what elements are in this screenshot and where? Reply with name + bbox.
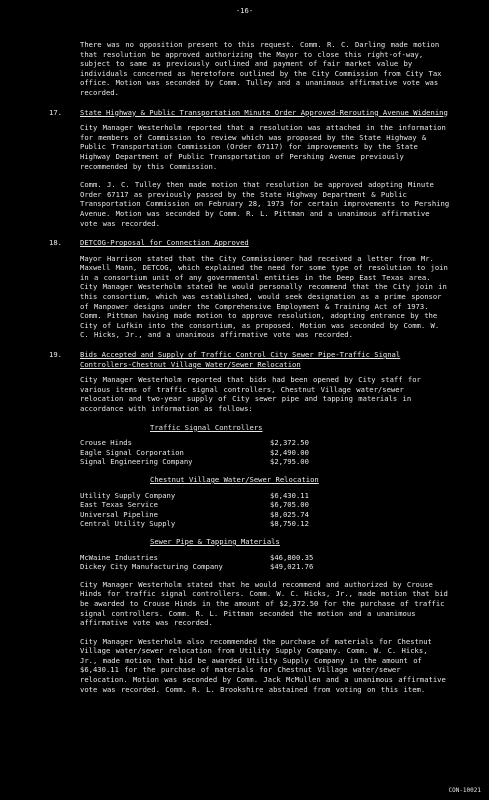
bid-row: [80, 519, 330, 529]
bid-list-sewer-pipe: [40, 537, 450, 572]
item-number: 17.: [49, 107, 62, 117]
bid-amount: $6,430.11: [270, 490, 309, 500]
bid-list-title: Chestnut Village Water/Sewer Relocation: [150, 474, 319, 484]
item-number: 18.: [49, 238, 62, 248]
bid-list-title: Traffic Signal Controllers: [150, 422, 263, 432]
bidder-name: Signal Engineering Company: [80, 457, 193, 467]
bid-row: [80, 553, 330, 563]
bid-amount: $8,750.12: [270, 519, 309, 529]
bid-list-water-sewer: [40, 475, 450, 529]
bidder-name: McWaine Industries: [80, 552, 158, 562]
bidder-name: Dickey City Manufacturing Company: [80, 562, 223, 572]
bid-amount: $8,025.74: [270, 509, 309, 519]
closing-paragraph: City Manager Westerholm stated that he would recommend and authorized by Crouse Hinds for traffic signal controllers. Comm. W. C. Hicks, Jr., made motion that bid be awarded to Crouse Hinds in the amount of $2,372.50 for the purchase of traffic signal controllers. Comm. R. L. Pittman seconded the motion and a unanimous affirmative vote was recorded.: [80, 579, 448, 628]
bid-amount: $2,795.00: [270, 457, 309, 467]
bid-row: [80, 510, 330, 520]
bidder-name: Universal Pipeline: [80, 509, 158, 519]
item-title: Bids Accepted and Supply of Traffic Control City Sewer Pipe-Traffic Signal Controllers-Chestnut Village Water/Sewer Relocation: [80, 350, 401, 369]
closing-paragraph: City Manager Westerholm also recommended the purchase of materials for Chestnut Village water/sewer relocation from Utility Supply Company. Comm. W. C. Hicks, Jr., made motion that bid be awarded Utility Supply Company in the amount of $6,430.11 for the purchase of materials for Chestnut Village water/sewer relocation. Motion was seconded by Comm. Jack McMullen and a unanimous affirmative vote was recorded. Comm. R. L. Brookshire abstained from voting on this item.: [80, 636, 446, 694]
footer-code: CON-10021: [448, 787, 481, 795]
item-title: State Highway & Public Transportation Minute Order Approved-Rerouting Avenue Widening: [80, 107, 448, 117]
agenda-item-19: [40, 350, 450, 369]
bid-amount: $46,800.35: [270, 552, 314, 562]
bid-amount: $6,705.00: [270, 500, 309, 510]
bidder-name: East Texas Service: [80, 500, 158, 510]
bid-row: [80, 500, 330, 510]
bidder-name: Eagle Signal Corporation: [80, 447, 184, 457]
bidder-name: Crouse Hinds: [80, 438, 132, 448]
bidder-name: Central Utility Supply: [80, 519, 176, 529]
item-number: 19.: [49, 350, 62, 360]
minutes-page: [40, 40, 450, 703]
bid-amount: $2,372.50: [270, 438, 309, 448]
item-paragraph: City Manager Westerholm reported that bids had been opened by City staff for various items of traffic signal controllers, Chestnut Village water/sewer relocation and two-year supply of City sewer pipe and tapping materials in accordance with information as follows:: [80, 375, 421, 413]
bidder-name: Utility Supply Company: [80, 490, 176, 500]
bid-amount: $49,021.76: [270, 562, 314, 572]
bid-row: [80, 562, 330, 572]
bid-row: [80, 438, 330, 448]
agenda-item-18: [40, 238, 450, 248]
item-paragraph: Mayor Harrison stated that the City Commissioner had received a letter from Mr. Maxwell Mann, DETCOG, which explained the need for some type of resolution to join in a consortium unit of any governmental entities in the Deep East Texas area. City Manager Westerholm stated he would personally recommend that the City join in this consortium, which was established, would seek designation as a prime sponsor of Manpower designs under the Comprehensive Employment & Training Act of 1973. Comm. Pittman having made motion to approve resolution, adopting entrance by the City of Lufkin into the consortium, as proposed. Motion was seconded by Comm. W. C. Hicks, Jr., and a unanimous affirmative vote was recorded.: [80, 253, 448, 340]
page-number: -16-: [235, 6, 254, 15]
bid-row: [80, 448, 330, 458]
bid-amount: $2,490.00: [270, 447, 309, 457]
bid-list-traffic-signal: [40, 423, 450, 467]
bid-row: [80, 457, 330, 467]
item-paragraph: Comm. J. C. Tulley then made motion that resolution be approved adopting Minute Order 67117 as previously passed by the State Highway Department & Public Transportation Commission on February 28, 1973 for certain improvements to Pershing Avenue. Motion was seconded by Comm. R. L. Pittman and a unanimous affirmative vote was recorded.: [80, 180, 450, 228]
item-title: DETCOG-Proposal for Connection Approved: [80, 238, 249, 248]
item-paragraph: City Manager Westerholm reported that a resolution was attached in the information for members of Commission to review which was proposed by the State Highway & Public Transportation Commission (Order 67117) for improvements by the State Highway Department of Public Transportation of Pershing Avenue previously recommended by this Commission.: [80, 123, 446, 171]
intro-paragraph: There was no opposition present to this request. Comm. R. C. Darling made motion that resolution be approved authorizing the Mayor to close this right-of-way, subject to same as previously outlined and payment of fair market value by individuals concerned as heretofore outlined by the City Commission from City Tax office. Motion was seconded by Comm. Tulley and a unanimous affirmative vote was recorded.: [80, 40, 442, 97]
agenda-item-17: [40, 108, 450, 118]
bid-list-title: Sewer Pipe & Tapping Materials: [150, 536, 280, 546]
bid-row: [80, 491, 330, 501]
